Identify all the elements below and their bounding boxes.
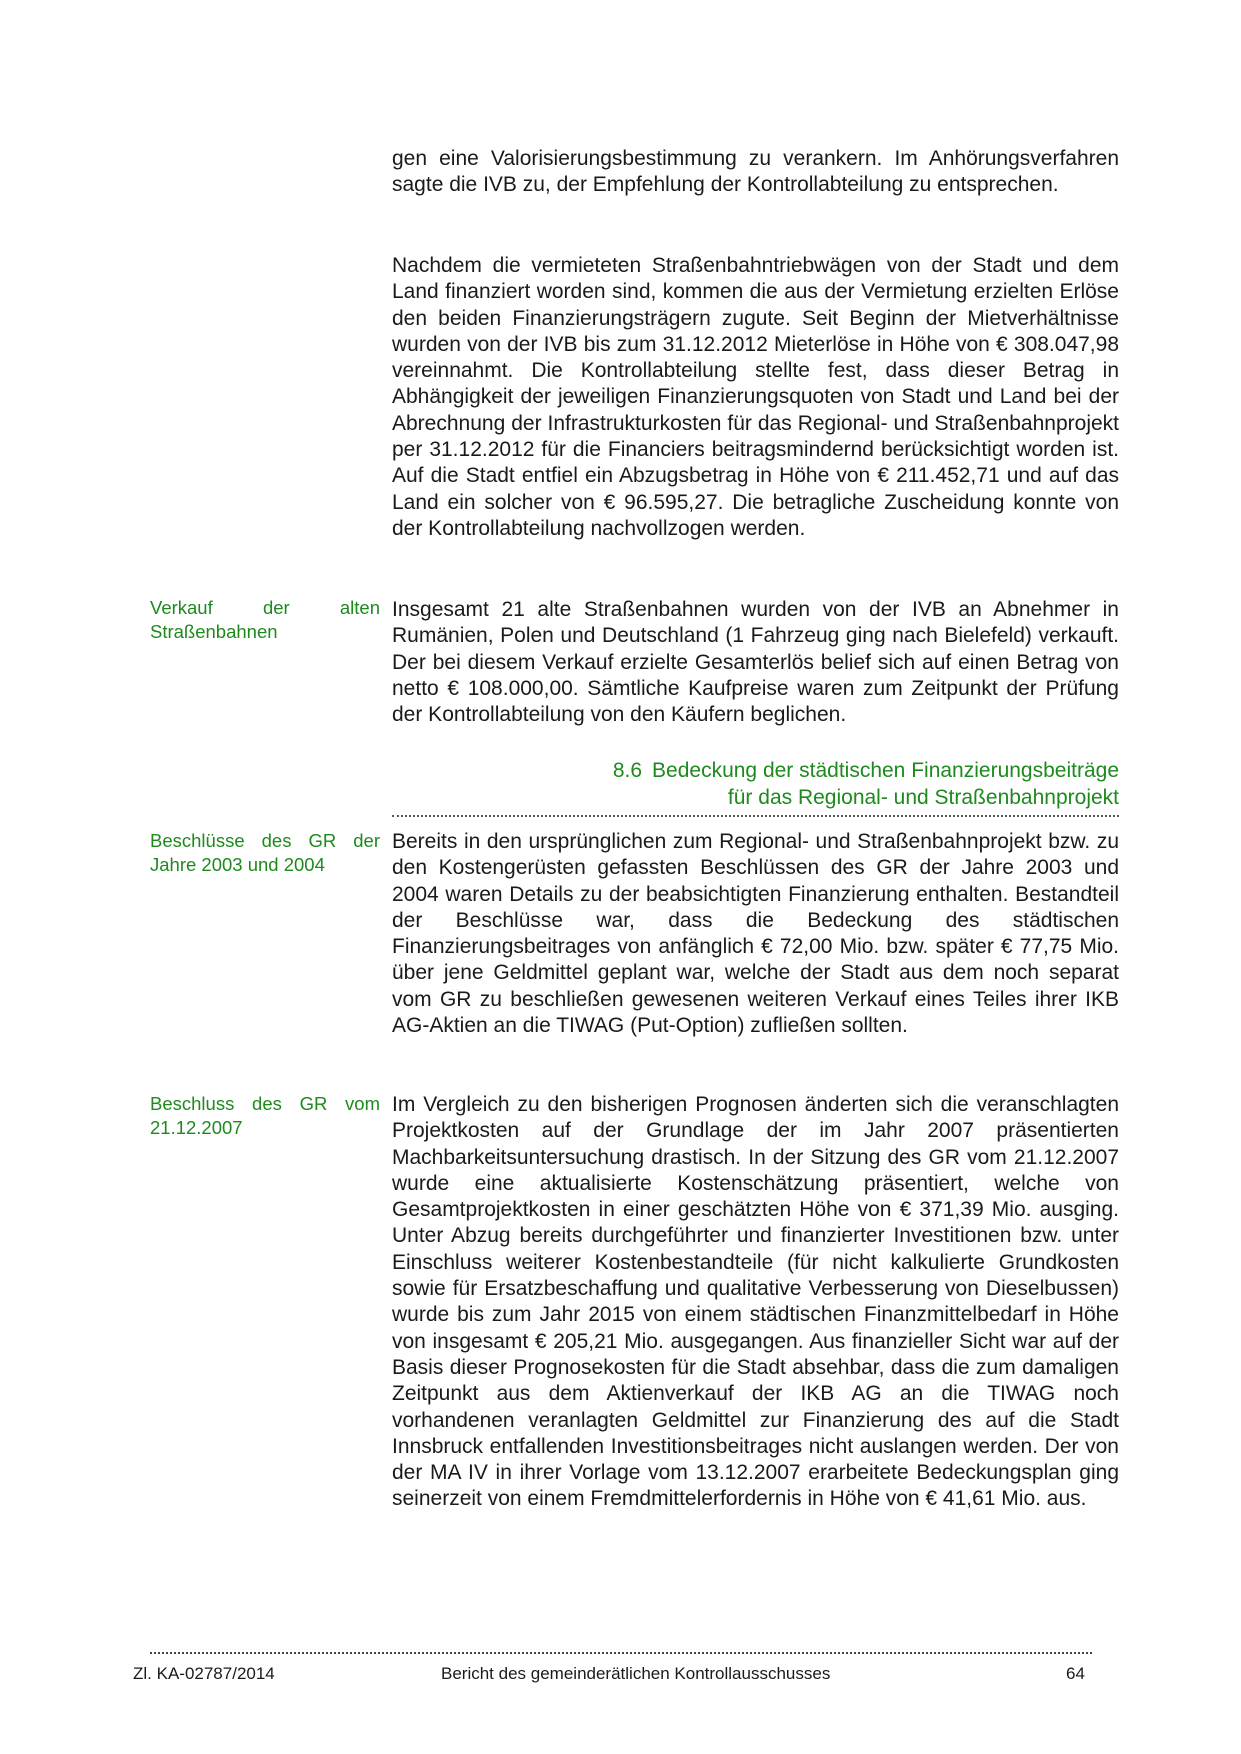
paragraph-verkauf: Insgesamt 21 alte Straßenbahnen wurden von der IVB an Abnehmer in Rumänien, Polen und Deutschland (1 Fahrzeug ging nach Bielefeld) verkauft. Der bei diesem Verkauf erzielte Gesamterlös belief sich auf einen Betrag von netto € 108.000,00. Sämtliche Kaufpreise waren zum Zeitpunkt der Prüfung der Kontrollabteilung von den Käufern beglichen. <box>392 598 1119 727</box>
page-number: 64 <box>1066 1664 1085 1683</box>
footer-divider <box>150 1652 1092 1654</box>
section-heading <box>392 757 1119 817</box>
section-number: 8.6 <box>612 759 643 782</box>
footer-title: Bericht des gemeinderätlichen Kontrollausschusses <box>441 1664 831 1683</box>
margin-note-beschluesse: Beschlüsse des GR der Jahre 2003 und 2004 <box>150 830 380 875</box>
margin-note-beschluss-2007: Beschluss des GR vom 21.12.2007 <box>150 1093 380 1138</box>
paragraph-beschluesse: Bereits in den ursprünglichen zum Regional- und Straßenbahnprojekt bzw. zu den Kostengerüsten gefassten Beschlüssen des GR der Jahre 2003 und 2004 waren Details zu der beabsichtigten Finanzierung enthalten. Bestandteil der Beschlüsse war, dass die Bedeckung des städtischen Finanzierungsbeitrages von anfänglich € 72,00 Mio. bzw. später € 77,75 Mio. über jene Geldmittel geplant war, welche der Stadt aus dem noch separat vom GR zu beschließen gewesenen weiteren Verkauf eines Teiles ihrer IKB AG-Aktien an die TIWAG (Put-Option) zufließen sollten. <box>392 830 1119 1038</box>
paragraph-mieterloese: Nachdem die vermieteten Straßenbahntriebwägen von der Stadt und dem Land finanziert worden sind, kommen die aus der Vermietung erzielten Erlöse den beiden Finanzierungsträgern zugute. Seit Beginn der Mietverhältnisse wurden von der IVB bis zum 31.12.2012 Mieterlöse in Höhe von € 308.047,98 vereinnahmt. Die Kontrollabteilung stellte fest, dass dieser Betrag in Abhängigkeit der jeweiligen Finanzierungsquoten von Stadt und Land bei der Abrechnung der Infrastrukturkosten für das Regional- und Straßenbahnprojekt per 31.12.2012 für die Financiers beitragsmindernd berücksichtigt worden ist. Auf die Stadt entfiel ein Abzugsbetrag in Höhe von € 211.452,71 und auf das Land ein solcher von € 96.595,27. Die betragliche Zuscheidung konnte von der Kontrollabteilung nachvollzogen werden. <box>392 254 1119 540</box>
margin-note-verkauf: Verkauf der alten Straßenbahnen <box>150 597 380 642</box>
paragraph-beschluss-2007: Im Vergleich zu den bisherigen Prognosen änderten sich die veranschlagten Projektkosten auf der Grundlage der im Jahr 2007 präsentierten Machbarkeitsuntersuchung drastisch. In der Sitzung des GR vom 21.12.2007 wurde eine aktualisierte Kostenschätzung präsentiert, welche von Gesamtprojektkosten in einer geschätzten Höhe von € 371,39 Mio. ausging. Unter Abzug bereits durchgeführter und finanzierter Investitionen bzw. unter Einschluss weiterer Kostenbestandteile (für nicht kalkulierte Grundkosten sowie für Ersatzbeschaffung und qualitative Verbesserung von Dieselbussen) wurde bis zum Jahr 2015 von einem städtischen Finanzmittelbedarf in Höhe von insgesamt € 205,21 Mio. ausgegangen. Aus finanzieller Sicht war auf der Basis dieser Prognosekosten für die Stadt absehbar, dass die zum damaligen Zeitpunkt aus dem Aktienverkauf der IKB AG an die TIWAG noch vorhandenen veranlagten Geldmittel zur Finanzierung des auf die Stadt Innsbruck entfallenden Investitionsbeitrages nicht auslangen werden. Der von der MA IV in ihrer Vorlage vom 13.12.2007 erarbeitete Bedeckungsplan ging seinerzeit von einem Fremdmittelerfordernis in Höhe von € 41,61 Mio. aus. <box>392 1093 1119 1511</box>
section-title-line2: für das Regional- und Straßenbahnprojekt <box>727 786 1119 809</box>
footer-reference: Zl. KA-02787/2014 <box>133 1664 275 1683</box>
section-title-line1: Bedeckung der städtischen Finanzierungsbeiträge <box>652 759 1119 782</box>
paragraph-valorisierung: gen eine Valorisierungsbestimmung zu verankern. Im Anhörungsverfahren sagte die IVB zu, der Empfehlung der Kontrollabteilung zu entsprechen. <box>392 147 1119 197</box>
section-heading-line1 <box>392 757 1119 784</box>
